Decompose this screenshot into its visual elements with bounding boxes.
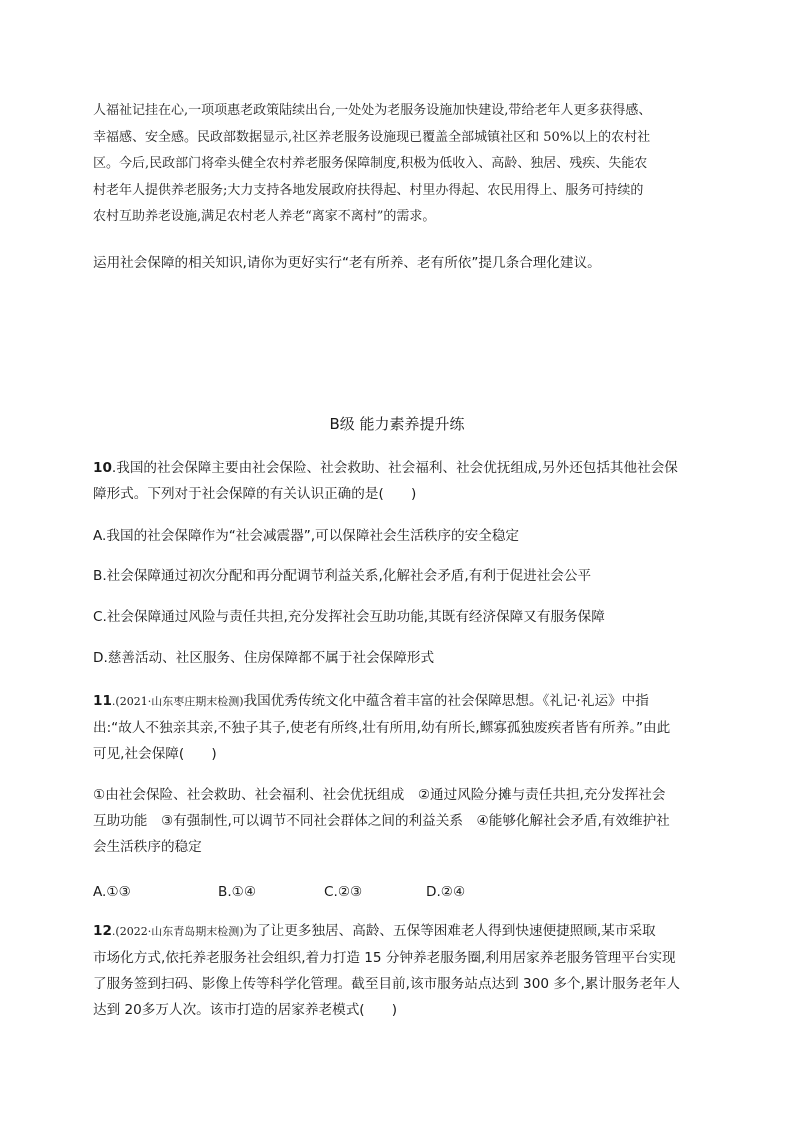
question-stem-line: [93, 918, 705, 945]
option-d: D.慈善活动、社区服务、住房保障都不属于社会保障形式: [93, 650, 435, 666]
question-10: [93, 455, 705, 507]
question-stem-line: 市场化方式,依托养老服务社会组织,着力打造 15 分钟养老服务圈,利用居家养老服务管理平台实现: [93, 950, 676, 966]
option-c: C.社会保障通过风险与责任共担,充分发挥社会互助功能,其既有经济保障又有服务保障: [93, 609, 605, 625]
question-source: .(2021·山东枣庄期末检测): [111, 695, 244, 708]
question-9-task: [93, 250, 705, 276]
statement-line: ①由社会保险、社会救助、社会福利、社会优抚组成 ②通过风险分摊与责任共担,充分发挥社会: [93, 787, 666, 803]
choice-a: A.①③: [93, 884, 131, 900]
question-text: .我国的社会保障主要由社会保险、社会救助、社会福利、社会优抚组成,另外还包括其他社会保: [111, 460, 678, 476]
question-stem-line: 障形式。下列对于社会保障的有关认识正确的是( ): [93, 486, 417, 502]
material-line: 农村互助养老设施,满足农村老人养老“离家不离村”的需求。: [93, 209, 436, 224]
question-stem-line: 出:“故人不独亲其亲,不独子其子,使老有所终,壮有所用,幼有所长,鳏寡孤独废疾者皆有所养。”由此: [93, 720, 671, 736]
question-number: 12: [93, 923, 112, 939]
question-11-choices: [93, 879, 705, 905]
question-number: 10: [93, 460, 112, 476]
question-stem-line: 了服务签到扫码、影像上传等科学化管理。截至目前,该市服务站点达到 300 多个,累计服务老年人: [93, 976, 680, 992]
question-source: .(2022·山东青岛期末检测): [111, 925, 244, 938]
question-stem-line: 可见,社会保障( ): [93, 746, 217, 762]
question-text: 为了让更多独居、高龄、五保等困难老人得到快速便捷照顾,某市采取: [243, 923, 656, 939]
material-line: 区。今后,民政部门将牵头健全农村养老服务保障制度,积极为低收入、高龄、独居、残疾、失能农: [93, 156, 648, 171]
question-stem-line: [93, 455, 705, 481]
choice-d: D.②④: [426, 884, 466, 900]
question-11-statements: [93, 782, 705, 860]
material-line: 幸福感、安全感。民政部数据显示,社区养老服务设施现已覆盖全部城镇社区和 50%以上的农村社: [93, 129, 651, 145]
statement-line: 会生活秩序的稳定: [93, 839, 202, 855]
question-number: 11: [93, 693, 112, 709]
choice-c: C.②③: [324, 884, 363, 900]
question-stem-line: 达到 20多万人次。该市打造的居家养老模式( ): [93, 1002, 398, 1018]
question-12: [93, 918, 705, 1023]
question-11: [93, 688, 705, 767]
choice-b: B.①④: [218, 884, 257, 900]
option-b: B.社会保障通过初次分配和再分配调节利益关系,化解社会矛盾,有利于促进社会公平: [93, 568, 592, 584]
material-passage: [93, 98, 705, 231]
material-line: 人福祉记挂在心,一项项惠老政策陆续出台,一处处为老服务设施加快建设,带给老年人更多获得感、: [93, 103, 652, 118]
statement-line: 互助功能 ③有强制性,可以调节不同社会群体之间的利益关系 ④能够化解社会矛盾,有效维护社: [93, 813, 670, 829]
section-heading: B级 能力素养提升练: [329, 415, 465, 433]
option-a: A.我国的社会保障作为“社会减震器”,可以保障社会生活秩序的安全稳定: [93, 528, 520, 544]
question-stem-line: [93, 688, 705, 715]
question-text: 我国优秀传统文化中蕴含着丰富的社会保障思想。《礼记·礼运》中指: [243, 693, 649, 709]
task-text: 运用社会保障的相关知识,请你为更好实行“老有所养、老有所依”提几条合理化建议。: [93, 255, 601, 271]
material-line: 村老年人提供养老服务;大力支持各地发展政府扶得起、村里办得起、农民用得上、服务可持续的: [93, 182, 644, 198]
